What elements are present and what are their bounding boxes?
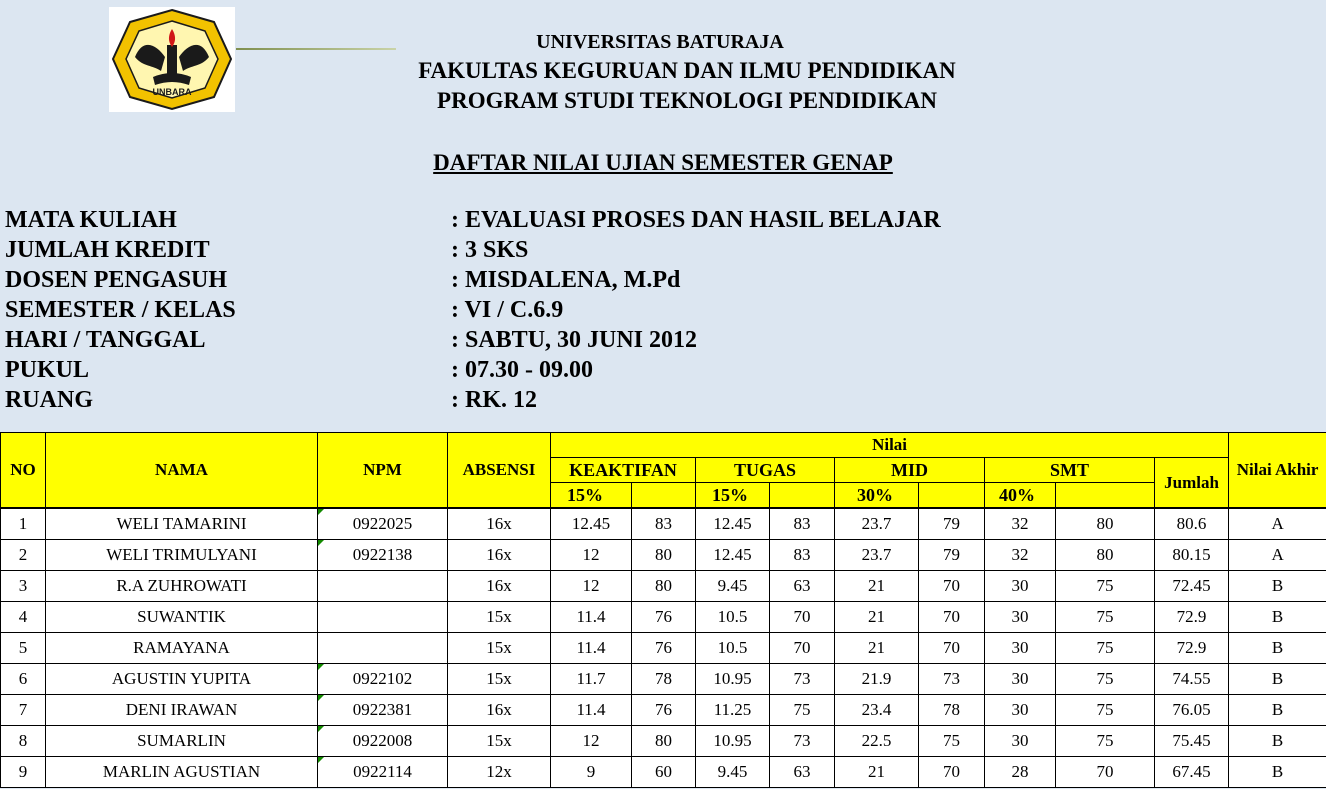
cell-tugas-weighted: 10.95 xyxy=(696,726,770,757)
table-row xyxy=(1,633,1326,664)
text-number-indicator-icon xyxy=(318,757,324,763)
cell-npm-text: 0922114 xyxy=(353,762,412,781)
cell-absensi: 12x xyxy=(448,757,551,788)
header-npm: NPM xyxy=(318,433,448,509)
cell-keaktifan-weighted: 11.4 xyxy=(551,602,632,633)
cell-tugas: 63 xyxy=(770,757,835,788)
cell-no: 4 xyxy=(1,602,46,633)
cell-npm xyxy=(318,602,448,633)
header-pct-mid: 30% xyxy=(835,483,919,509)
cell-mid: 70 xyxy=(919,571,985,602)
table-row xyxy=(1,726,1326,757)
cell-tugas-weighted: 12.45 xyxy=(696,540,770,571)
table-row xyxy=(1,571,1326,602)
cell-keaktifan-weighted: 11.7 xyxy=(551,664,632,695)
cell-nilai-akhir: B xyxy=(1229,726,1326,757)
cell-smt-weighted: 32 xyxy=(985,540,1056,571)
cell-tugas-weighted: 9.45 xyxy=(696,757,770,788)
table-row xyxy=(1,540,1326,571)
cell-jumlah: 80.15 xyxy=(1155,540,1229,571)
cell-mid-weighted: 21 xyxy=(835,633,919,664)
cell-jumlah: 74.55 xyxy=(1155,664,1229,695)
cell-mid-weighted: 22.5 xyxy=(835,726,919,757)
info-value-hari: : SABTU, 30 JUNI 2012 xyxy=(451,327,698,353)
text-number-indicator-icon xyxy=(318,509,324,515)
cell-nama: DENI IRAWAN xyxy=(46,695,318,726)
cell-smt-weighted: 32 xyxy=(985,508,1056,540)
university-name: UNIVERSITAS BATURAJA xyxy=(536,31,784,53)
cell-absensi: 16x xyxy=(448,540,551,571)
cell-no: 2 xyxy=(1,540,46,571)
cell-no: 1 xyxy=(1,508,46,540)
cell-mid: 79 xyxy=(919,508,985,540)
cell-keaktifan-weighted: 11.4 xyxy=(551,633,632,664)
info-value-mata-kuliah: : EVALUASI PROSES DAN HASIL BELAJAR xyxy=(451,207,941,233)
cell-no: 5 xyxy=(1,633,46,664)
cell-keaktifan-weighted: 11.4 xyxy=(551,695,632,726)
info-label-semester: SEMESTER / KELAS xyxy=(5,297,236,323)
cell-mid-weighted: 21 xyxy=(835,757,919,788)
info-label-mata-kuliah: MATA KULIAH xyxy=(5,207,177,233)
cell-smt: 75 xyxy=(1056,602,1155,633)
cell-no: 6 xyxy=(1,664,46,695)
cell-nilai-akhir: B xyxy=(1229,695,1326,726)
cell-npm xyxy=(318,633,448,664)
header-jumlah: Jumlah xyxy=(1155,458,1229,509)
cell-mid: 73 xyxy=(919,664,985,695)
cell-mid: 70 xyxy=(919,757,985,788)
info-value-jumlah-kredit: : 3 SKS xyxy=(451,237,529,263)
cell-tugas: 70 xyxy=(770,602,835,633)
cell-nilai-akhir: B xyxy=(1229,757,1326,788)
header-absensi: ABSENSI xyxy=(448,433,551,509)
cell-smt: 75 xyxy=(1056,571,1155,602)
cell-nilai-akhir: A xyxy=(1229,540,1326,571)
info-label-pukul: PUKUL xyxy=(5,357,89,383)
cell-npm-text: 0922102 xyxy=(352,669,413,688)
cell-absensi: 15x xyxy=(448,664,551,695)
cell-nama: WELI TAMARINI xyxy=(46,508,318,540)
table-row xyxy=(1,664,1326,695)
cell-keaktifan: 78 xyxy=(632,664,696,695)
cell-keaktifan: 80 xyxy=(632,540,696,571)
cell-no: 8 xyxy=(1,726,46,757)
cell-tugas-weighted: 11.25 xyxy=(696,695,770,726)
cell-nilai-akhir: A xyxy=(1229,508,1326,540)
header-tugas: TUGAS xyxy=(696,458,835,483)
cell-nama: AGUSTIN YUPITA xyxy=(46,664,318,695)
cell-nilai-akhir: B xyxy=(1229,571,1326,602)
cell-keaktifan: 76 xyxy=(632,602,696,633)
cell-smt: 75 xyxy=(1056,664,1155,695)
info-value-ruang: : RK. 12 xyxy=(451,387,537,413)
cell-nama: SUWANTIK xyxy=(46,602,318,633)
cell-absensi: 16x xyxy=(448,508,551,540)
cell-mid-weighted: 21 xyxy=(835,602,919,633)
cell-mid-weighted: 23.7 xyxy=(835,508,919,540)
text-number-indicator-icon xyxy=(318,726,324,732)
cell-jumlah: 72.9 xyxy=(1155,633,1229,664)
cell-npm xyxy=(318,664,448,695)
cell-mid: 75 xyxy=(919,726,985,757)
cell-keaktifan: 60 xyxy=(632,757,696,788)
program-name: PROGRAM STUDI TEKNOLOGI PENDIDIKAN xyxy=(437,88,937,113)
cell-npm xyxy=(318,726,448,757)
cell-jumlah: 67.45 xyxy=(1155,757,1229,788)
cell-nilai-akhir: B xyxy=(1229,602,1326,633)
cell-tugas: 73 xyxy=(770,664,835,695)
cell-tugas-weighted: 9.45 xyxy=(696,571,770,602)
cell-absensi: 15x xyxy=(448,726,551,757)
cell-smt-weighted: 28 xyxy=(985,757,1056,788)
cell-smt: 80 xyxy=(1056,508,1155,540)
cell-tugas-weighted: 10.95 xyxy=(696,664,770,695)
cell-mid-weighted: 21 xyxy=(835,571,919,602)
header-blank xyxy=(632,483,696,509)
cell-mid-weighted: 23.7 xyxy=(835,540,919,571)
cell-mid-weighted: 21.9 xyxy=(835,664,919,695)
header-smt: SMT xyxy=(985,458,1155,483)
cell-smt-weighted: 30 xyxy=(985,664,1056,695)
header-nilai: Nilai xyxy=(551,433,1229,458)
header-nilai-akhir: Nilai Akhir xyxy=(1229,433,1326,509)
cell-jumlah: 72.9 xyxy=(1155,602,1229,633)
cell-nama: SUMARLIN xyxy=(46,726,318,757)
cell-tugas: 83 xyxy=(770,540,835,571)
header-pct-smt: 40% xyxy=(985,483,1056,509)
header-nama: NAMA xyxy=(46,433,318,509)
cell-keaktifan-weighted: 9 xyxy=(551,757,632,788)
table-row xyxy=(1,757,1326,788)
cell-absensi: 16x xyxy=(448,695,551,726)
cell-nama: WELI TRIMULYANI xyxy=(46,540,318,571)
cell-mid: 70 xyxy=(919,602,985,633)
table-row xyxy=(1,695,1326,726)
cell-tugas-weighted: 12.45 xyxy=(696,508,770,540)
cell-npm xyxy=(318,695,448,726)
header-pct-tugas: 15% xyxy=(696,483,770,509)
table-row xyxy=(1,508,1326,540)
cell-keaktifan: 83 xyxy=(632,508,696,540)
cell-npm-text: 0922008 xyxy=(352,731,413,750)
cell-no: 3 xyxy=(1,571,46,602)
info-label-dosen: DOSEN PENGASUH xyxy=(5,267,228,293)
cell-tugas: 73 xyxy=(770,726,835,757)
cell-absensi: 15x xyxy=(448,633,551,664)
header-no: NO xyxy=(1,433,46,509)
cell-tugas-weighted: 10.5 xyxy=(696,602,770,633)
cell-tugas: 83 xyxy=(770,508,835,540)
cell-jumlah: 80.6 xyxy=(1155,508,1229,540)
text-number-indicator-icon xyxy=(318,664,324,670)
cell-no: 9 xyxy=(1,757,46,788)
cell-npm-text: 0922138 xyxy=(352,545,413,564)
info-value-dosen: : MISDALENA, M.Pd xyxy=(451,267,681,293)
cell-mid-weighted: 23.4 xyxy=(835,695,919,726)
info-value-pukul: : 07.30 - 09.00 xyxy=(451,357,593,383)
header-blank xyxy=(770,483,835,509)
cell-smt: 75 xyxy=(1056,695,1155,726)
cell-npm xyxy=(318,540,448,571)
logo-text-bottom: UNBARA xyxy=(152,87,192,97)
info-label-jumlah-kredit: JUMLAH KREDIT xyxy=(5,237,210,263)
cell-smt: 75 xyxy=(1056,633,1155,664)
cell-absensi: 15x xyxy=(448,602,551,633)
cell-smt: 80 xyxy=(1056,540,1155,571)
table-row xyxy=(1,602,1326,633)
cell-keaktifan: 76 xyxy=(632,695,696,726)
cell-keaktifan: 80 xyxy=(632,571,696,602)
cell-smt-weighted: 30 xyxy=(985,695,1056,726)
cell-smt: 70 xyxy=(1056,757,1155,788)
cell-tugas: 63 xyxy=(770,571,835,602)
cell-smt-weighted: 30 xyxy=(985,571,1056,602)
header-blank xyxy=(919,483,985,509)
grades-table xyxy=(0,432,1326,788)
header-pct-keaktifan: 15% xyxy=(551,483,632,509)
info-value-semester: : VI / C.6.9 xyxy=(451,297,564,323)
header-mid: MID xyxy=(835,458,985,483)
cell-jumlah: 76.05 xyxy=(1155,695,1229,726)
cell-tugas: 70 xyxy=(770,633,835,664)
cell-smt-weighted: 30 xyxy=(985,602,1056,633)
cell-keaktifan-weighted: 12.45 xyxy=(551,508,632,540)
cell-keaktifan-weighted: 12 xyxy=(551,726,632,757)
header-blank xyxy=(1056,483,1155,509)
cell-jumlah: 75.45 xyxy=(1155,726,1229,757)
cell-mid: 79 xyxy=(919,540,985,571)
header-keaktifan: KEAKTIFAN xyxy=(551,458,696,483)
cell-smt-weighted: 30 xyxy=(985,726,1056,757)
cell-smt-weighted: 30 xyxy=(985,633,1056,664)
cell-nama: MARLIN AGUSTIAN xyxy=(46,757,318,788)
cell-tugas-weighted: 10.5 xyxy=(696,633,770,664)
cell-nilai-akhir: B xyxy=(1229,664,1326,695)
cell-keaktifan-weighted: 12 xyxy=(551,540,632,571)
cell-keaktifan-weighted: 12 xyxy=(551,571,632,602)
cell-npm xyxy=(318,508,448,540)
cell-tugas: 75 xyxy=(770,695,835,726)
cell-jumlah: 72.45 xyxy=(1155,571,1229,602)
text-number-indicator-icon xyxy=(318,540,324,546)
cell-nilai-akhir: B xyxy=(1229,633,1326,664)
cell-keaktifan: 76 xyxy=(632,633,696,664)
document-title: DAFTAR NILAI UJIAN SEMESTER GENAP xyxy=(433,150,893,175)
cell-smt: 75 xyxy=(1056,726,1155,757)
cell-mid: 78 xyxy=(919,695,985,726)
cell-npm-text: 0922025 xyxy=(352,514,413,533)
cell-no: 7 xyxy=(1,695,46,726)
cell-npm xyxy=(318,757,448,788)
cell-mid: 70 xyxy=(919,633,985,664)
info-label-ruang: RUANG xyxy=(5,387,93,413)
cell-npm xyxy=(318,571,448,602)
cell-keaktifan: 80 xyxy=(632,726,696,757)
text-number-indicator-icon xyxy=(318,695,324,701)
cell-nama: R.A ZUHROWATI xyxy=(46,571,318,602)
info-label-hari: HARI / TANGGAL xyxy=(5,327,206,353)
cell-npm-text: 0922381 xyxy=(352,700,413,719)
cell-absensi: 16x xyxy=(448,571,551,602)
cell-nama: RAMAYANA xyxy=(46,633,318,664)
faculty-name: FAKULTAS KEGURUAN DAN ILMU PENDIDIKAN xyxy=(418,58,956,83)
